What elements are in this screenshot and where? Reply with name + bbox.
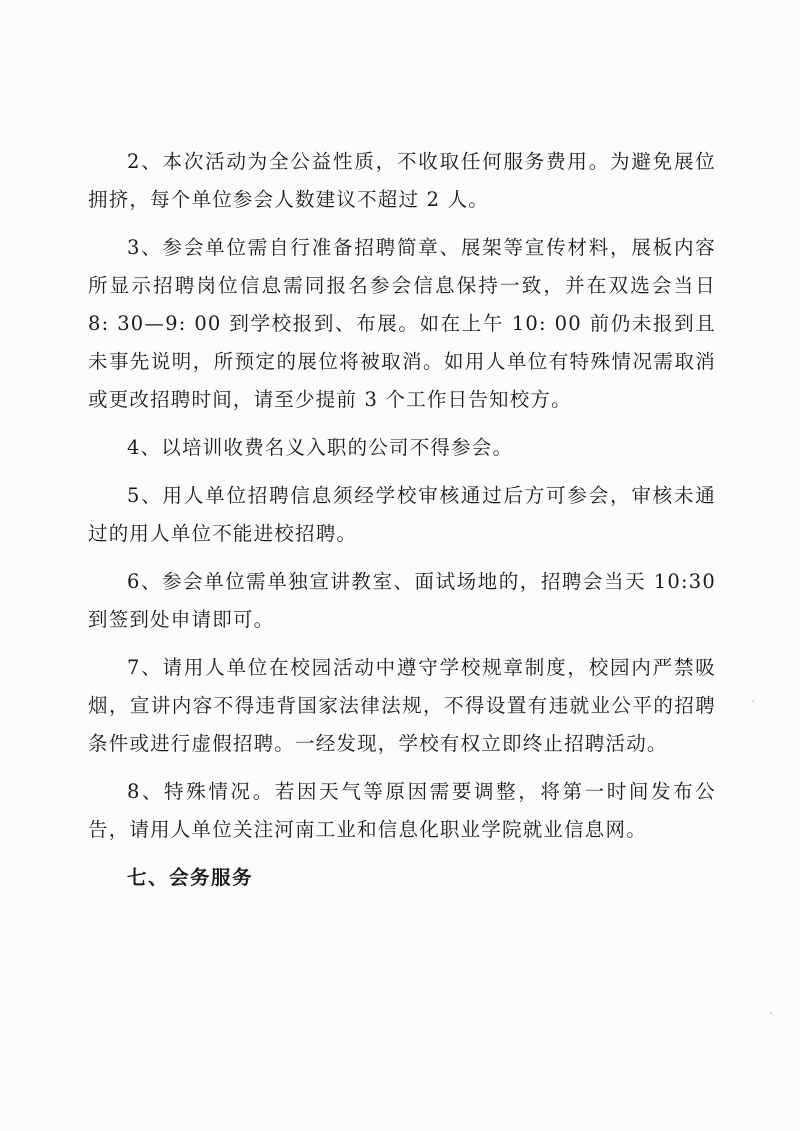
section-heading: 七、会务服务 — [127, 866, 254, 889]
paragraph-item-5: 5、用人单位招聘信息须经学校审核通过后方可参会，审核未通过的用人单位不能进校招聘。 — [88, 484, 716, 545]
document-body — [88, 143, 716, 897]
paragraph-item-4: 4、以培训收费名义入职的公司不得参会。 — [127, 436, 514, 459]
paragraph-item-3: 3、参会单位需自行准备招聘简章、展架等宣传材料，展板内容所显示招聘岗位信息需同报名参会信息保持一致，并在双选会当日 8: 30—9: 00 到学校报到、布展。如在上午 10: 00 前仍未报到且未事先说明，所预定的展位将被取消。如用人单位有特殊情况需取消或更改招聘时间，请至少提前 3 个工作日告知校方。 — [88, 236, 716, 411]
scan-speck — [752, 700, 754, 702]
paragraph-item-8: 8、特殊情况。若因天气等原因需要调整，将第一时间发布公告，请用人单位关注河南工业和信息化职业学院就业信息网。 — [88, 780, 716, 841]
paragraph-item-7: 7、请用人单位在校园活动中遵守学校规章制度，校园内严禁吸烟，宣讲内容不得违背国家法律法规，不得设置有违就业公平的招聘条件或进行虚假招聘。一经发现，学校有权立即终止招聘活动。 — [88, 656, 716, 755]
paragraph-item-6: 6、参会单位需单独宣讲教室、面试场地的，招聘会当天 10:30 到签到处申请即可。 — [88, 570, 716, 631]
scan-speck — [770, 1012, 772, 1014]
paragraph-item-2: 2、本次活动为全公益性质，不收取任何服务费用。为避免展位拥挤，每个单位参会人数建议不超过 2 人。 — [88, 150, 716, 211]
